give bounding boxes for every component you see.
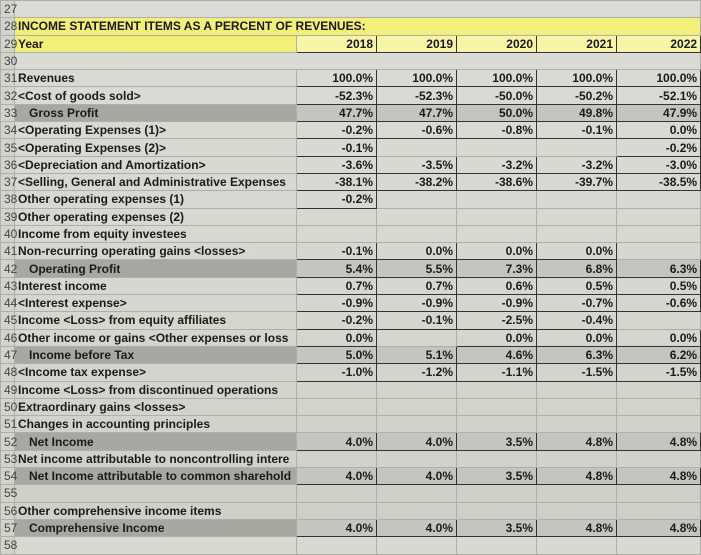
table-row <box>1 381 701 398</box>
value-cell-2018[interactable] <box>297 502 377 519</box>
table-row <box>1 87 701 104</box>
row-number[interactable]: 48 <box>1 364 15 381</box>
value-cell-2020[interactable]: 50.0% <box>457 104 537 121</box>
value-cell-2022[interactable]: -3.0% <box>617 156 701 173</box>
row-label-cell[interactable]: Net income attributable to noncontrolling intere <box>15 450 297 467</box>
value-cell-2020[interactable] <box>457 191 537 208</box>
row-label-cell[interactable]: Net Income <box>15 433 297 450</box>
row-30 <box>1 52 701 69</box>
value-cell-2018[interactable]: -0.2% <box>297 191 377 208</box>
row-number[interactable]: 32 <box>1 87 15 104</box>
value-cell-2020[interactable]: 0.6% <box>457 277 537 294</box>
value-cell-2019[interactable]: 47.7% <box>377 104 457 121</box>
row-label-cell[interactable]: Revenues <box>15 70 297 87</box>
value-cell-2022[interactable]: 100.0% <box>617 70 701 87</box>
value-cell-2020[interactable]: -50.0% <box>457 87 537 104</box>
value-cell-2020[interactable] <box>457 225 537 242</box>
year-label-cell[interactable]: Year <box>15 35 297 52</box>
value-cell-2021[interactable]: -50.2% <box>537 87 617 104</box>
value-cell-2021[interactable]: 4.8% <box>537 433 617 450</box>
value-cell-2019[interactable] <box>377 329 457 346</box>
value-cell-2018[interactable] <box>297 398 377 415</box>
year-2018-cell[interactable]: 2018 <box>297 35 377 52</box>
value-cell-2022[interactable]: 4.8% <box>617 433 701 450</box>
sheet-title[interactable]: INCOME STATEMENT ITEMS AS A PERCENT OF REVENUES: <box>15 18 701 35</box>
value-cell-2020[interactable] <box>457 139 537 156</box>
row-label-cell[interactable]: Net Income attributable to common sharehold <box>15 468 297 485</box>
table-row <box>1 364 701 381</box>
row-label-cell[interactable]: <Operating Expenses (1)> <box>15 122 297 139</box>
row-number[interactable]: 31 <box>1 70 15 87</box>
value-cell-2021[interactable]: 0.5% <box>537 277 617 294</box>
table-row <box>1 295 701 312</box>
value-cell-2020[interactable] <box>457 398 537 415</box>
value-cell-2022[interactable] <box>617 485 701 502</box>
value-cell-2019[interactable]: -0.1% <box>377 312 457 329</box>
row-number[interactable]: 37 <box>1 173 15 190</box>
row-number[interactable]: 36 <box>1 156 15 173</box>
year-2019-cell[interactable]: 2019 <box>377 35 457 52</box>
row-label-cell[interactable]: Income before Tax <box>15 346 297 363</box>
value-cell-2019[interactable] <box>377 225 457 242</box>
table-row <box>1 122 701 139</box>
table-row <box>1 139 701 156</box>
row-label-cell[interactable]: <Income tax expense> <box>15 364 297 381</box>
year-2020-cell[interactable]: 2020 <box>457 35 537 52</box>
row-number[interactable]: 57 <box>1 519 15 536</box>
row-number[interactable]: 50 <box>1 398 15 415</box>
row-number[interactable]: 35 <box>1 139 15 156</box>
row-label-cell[interactable] <box>15 537 297 554</box>
value-cell-2018[interactable] <box>297 416 377 433</box>
value-cell-2019[interactable] <box>377 381 457 398</box>
value-cell-2019[interactable]: 5.1% <box>377 346 457 363</box>
value-cell-2021[interactable] <box>537 191 617 208</box>
value-cell-2021[interactable] <box>537 398 617 415</box>
value-cell-2018[interactable]: 5.0% <box>297 346 377 363</box>
value-cell-2020[interactable]: -3.2% <box>457 156 537 173</box>
row-label-cell[interactable]: <Interest expense> <box>15 295 297 312</box>
value-cell-2019[interactable]: 100.0% <box>377 70 457 87</box>
value-cell-2020[interactable] <box>457 416 537 433</box>
value-cell-2018[interactable]: 4.0% <box>297 519 377 536</box>
row-label-cell[interactable]: Gross Profit <box>15 104 297 121</box>
value-cell-2022[interactable] <box>617 398 701 415</box>
value-cell-2021[interactable] <box>537 139 617 156</box>
value-cell-2019[interactable]: 5.5% <box>377 260 457 277</box>
value-cell-2018[interactable]: -0.1% <box>297 243 377 260</box>
row-label-cell[interactable]: Other operating expenses (2) <box>15 208 297 225</box>
value-cell-2019[interactable] <box>377 502 457 519</box>
row-number[interactable]: 56 <box>1 502 15 519</box>
value-cell-2018[interactable]: -0.2% <box>297 312 377 329</box>
value-cell-2022[interactable] <box>617 312 701 329</box>
value-cell-2019[interactable]: -0.6% <box>377 122 457 139</box>
value-cell-2020[interactable]: 4.6% <box>457 346 537 363</box>
row-number[interactable]: 52 <box>1 433 15 450</box>
row-number[interactable]: 51 <box>1 416 15 433</box>
row-label-cell[interactable]: Other comprehensive income items <box>15 502 297 519</box>
value-cell-2018[interactable] <box>297 208 377 225</box>
row-number[interactable]: 55 <box>1 485 15 502</box>
row-label-cell[interactable]: Non-recurring operating gains <losses> <box>15 243 297 260</box>
row-label-cell[interactable]: Interest income <box>15 277 297 294</box>
row-number[interactable]: 53 <box>1 450 15 467</box>
value-cell-2022[interactable]: -1.5% <box>617 364 701 381</box>
row-number[interactable]: 54 <box>1 468 15 485</box>
value-cell-2022[interactable] <box>617 208 701 225</box>
value-cell-2021[interactable]: 4.8% <box>537 468 617 485</box>
value-cell-2022[interactable]: 6.2% <box>617 346 701 363</box>
value-cell-2018[interactable]: -0.9% <box>297 295 377 312</box>
title-row <box>1 18 701 35</box>
row-label-cell[interactable]: Comprehensive Income <box>15 519 297 536</box>
value-cell-2020[interactable] <box>457 485 537 502</box>
value-cell-2020[interactable] <box>457 502 537 519</box>
row-label-cell[interactable]: Other operating expenses (1) <box>15 191 297 208</box>
table-row <box>1 398 701 415</box>
value-cell-2021[interactable]: 6.3% <box>537 346 617 363</box>
table-row <box>1 519 701 536</box>
value-cell-2018[interactable]: -0.2% <box>297 122 377 139</box>
table-row <box>1 450 701 467</box>
value-cell-2019[interactable] <box>377 416 457 433</box>
row-label-cell[interactable]: Other income or gains <Other expenses or loss <box>15 329 297 346</box>
value-cell-2020[interactable]: 3.5% <box>457 468 537 485</box>
value-cell-2022[interactable]: -0.6% <box>617 295 701 312</box>
value-cell-2018[interactable]: 4.0% <box>297 468 377 485</box>
value-cell-2018[interactable]: 100.0% <box>297 70 377 87</box>
value-cell-2019[interactable]: -0.9% <box>377 295 457 312</box>
value-cell-2022[interactable]: -52.1% <box>617 87 701 104</box>
value-cell-2020[interactable]: -2.5% <box>457 312 537 329</box>
value-cell-2020[interactable]: -38.6% <box>457 173 537 190</box>
table-row <box>1 329 701 346</box>
value-cell-2020[interactable] <box>457 450 537 467</box>
value-cell-2018[interactable] <box>297 381 377 398</box>
value-cell-2022[interactable] <box>617 450 701 467</box>
value-cell-2018[interactable] <box>297 450 377 467</box>
value-cell-2018[interactable]: -52.3% <box>297 87 377 104</box>
table-row <box>1 277 701 294</box>
table-row <box>1 208 701 225</box>
value-cell-2021[interactable]: -0.1% <box>537 122 617 139</box>
table-row <box>1 156 701 173</box>
value-cell-2022[interactable]: -0.2% <box>617 139 701 156</box>
row-label-cell[interactable]: <Operating Expenses (2)> <box>15 139 297 156</box>
blank-cell[interactable] <box>15 52 701 69</box>
value-cell-2022[interactable]: 0.0% <box>617 329 701 346</box>
row-27 <box>1 1 701 18</box>
value-cell-2022[interactable] <box>617 243 701 260</box>
value-cell-2021[interactable] <box>537 381 617 398</box>
value-cell-2018[interactable]: -0.1% <box>297 139 377 156</box>
value-cell-2022[interactable]: 4.8% <box>617 519 701 536</box>
value-cell-2022[interactable] <box>617 537 701 554</box>
value-cell-2020[interactable]: 100.0% <box>457 70 537 87</box>
table-row <box>1 70 701 87</box>
value-cell-2018[interactable]: -1.0% <box>297 364 377 381</box>
value-cell-2021[interactable] <box>537 225 617 242</box>
row-label-cell[interactable]: <Depreciation and Amortization> <box>15 156 297 173</box>
value-cell-2020[interactable]: 0.0% <box>457 329 537 346</box>
table-row <box>1 416 701 433</box>
table-row <box>1 191 701 208</box>
row-number[interactable]: 30 <box>1 52 15 69</box>
row-label-cell[interactable]: Income <Loss> from equity affiliates <box>15 312 297 329</box>
value-cell-2019[interactable]: 0.7% <box>377 277 457 294</box>
row-number[interactable]: 41 <box>1 243 15 260</box>
row-number[interactable]: 58 <box>1 537 15 554</box>
row-number[interactable]: 29 <box>1 35 15 52</box>
table-row <box>1 502 701 519</box>
value-cell-2019[interactable] <box>377 537 457 554</box>
value-cell-2022[interactable] <box>617 381 701 398</box>
row-number[interactable]: 42 <box>1 260 15 277</box>
row-label-cell[interactable]: Income <Loss> from discontinued operations <box>15 381 297 398</box>
value-cell-2018[interactable]: -38.1% <box>297 173 377 190</box>
table-row <box>1 243 701 260</box>
value-cell-2021[interactable] <box>537 537 617 554</box>
value-cell-2019[interactable] <box>377 139 457 156</box>
value-cell-2020[interactable]: -0.9% <box>457 295 537 312</box>
table-row <box>1 468 701 485</box>
value-cell-2021[interactable] <box>537 416 617 433</box>
value-cell-2018[interactable] <box>297 485 377 502</box>
value-cell-2021[interactable] <box>537 502 617 519</box>
row-number[interactable]: 28 <box>1 18 15 35</box>
year-2022-cell[interactable]: 2022 <box>617 35 701 52</box>
row-number[interactable]: 49 <box>1 381 15 398</box>
value-cell-2020[interactable]: 7.3% <box>457 260 537 277</box>
value-cell-2022[interactable]: 47.9% <box>617 104 701 121</box>
row-number[interactable]: 34 <box>1 122 15 139</box>
blank-cell[interactable] <box>15 1 701 18</box>
value-cell-2022[interactable]: 4.8% <box>617 468 701 485</box>
row-number[interactable]: 27 <box>1 1 15 18</box>
table-row <box>1 346 701 363</box>
table-row <box>1 225 701 242</box>
value-cell-2021[interactable]: 49.8% <box>537 104 617 121</box>
value-cell-2021[interactable] <box>537 485 617 502</box>
value-cell-2018[interactable]: 0.0% <box>297 329 377 346</box>
value-cell-2018[interactable]: 0.7% <box>297 277 377 294</box>
row-label-cell[interactable]: Operating Profit <box>15 260 297 277</box>
value-cell-2019[interactable]: 4.0% <box>377 433 457 450</box>
table-row <box>1 537 701 554</box>
value-cell-2021[interactable]: -39.7% <box>537 173 617 190</box>
value-cell-2021[interactable]: 4.8% <box>537 519 617 536</box>
value-cell-2022[interactable] <box>617 502 701 519</box>
row-number[interactable]: 46 <box>1 329 15 346</box>
row-number[interactable]: 40 <box>1 225 15 242</box>
table-row <box>1 485 701 502</box>
value-cell-2021[interactable] <box>537 450 617 467</box>
value-cell-2020[interactable]: -1.1% <box>457 364 537 381</box>
row-number[interactable]: 45 <box>1 312 15 329</box>
value-cell-2021[interactable]: -0.4% <box>537 312 617 329</box>
table-row <box>1 433 701 450</box>
row-number[interactable]: 44 <box>1 295 15 312</box>
value-cell-2019[interactable] <box>377 208 457 225</box>
table-row <box>1 173 701 190</box>
value-cell-2022[interactable]: -38.5% <box>617 173 701 190</box>
year-header-row <box>1 35 701 52</box>
value-cell-2019[interactable]: 0.0% <box>377 243 457 260</box>
value-cell-2019[interactable] <box>377 450 457 467</box>
value-cell-2020[interactable] <box>457 381 537 398</box>
value-cell-2019[interactable] <box>377 398 457 415</box>
row-label-cell[interactable]: Changes in accounting principles <box>15 416 297 433</box>
row-label-cell[interactable] <box>15 485 297 502</box>
table-row <box>1 104 701 121</box>
value-cell-2021[interactable]: 100.0% <box>537 70 617 87</box>
value-cell-2021[interactable]: -3.2% <box>537 156 617 173</box>
value-cell-2021[interactable]: -0.7% <box>537 295 617 312</box>
row-number[interactable]: 33 <box>1 104 15 121</box>
value-cell-2020[interactable]: 3.5% <box>457 519 537 536</box>
row-number[interactable]: 39 <box>1 208 15 225</box>
value-cell-2021[interactable] <box>537 208 617 225</box>
row-number[interactable]: 38 <box>1 191 15 208</box>
value-cell-2022[interactable] <box>617 191 701 208</box>
value-cell-2019[interactable]: -52.3% <box>377 87 457 104</box>
value-cell-2019[interactable]: -1.2% <box>377 364 457 381</box>
value-cell-2018[interactable]: 4.0% <box>297 433 377 450</box>
value-cell-2019[interactable] <box>377 485 457 502</box>
value-cell-2020[interactable]: -0.8% <box>457 122 537 139</box>
row-number[interactable]: 47 <box>1 346 15 363</box>
value-cell-2019[interactable]: -3.5% <box>377 156 457 173</box>
value-cell-2021[interactable]: 0.0% <box>537 329 617 346</box>
year-2021-cell[interactable]: 2021 <box>537 35 617 52</box>
table-row <box>1 312 701 329</box>
row-label-cell[interactable]: <Selling, General and Administrative Expenses <box>15 173 297 190</box>
value-cell-2021[interactable]: -1.5% <box>537 364 617 381</box>
value-cell-2022[interactable]: 0.0% <box>617 122 701 139</box>
value-cell-2019[interactable]: 4.0% <box>377 468 457 485</box>
value-cell-2018[interactable] <box>297 225 377 242</box>
value-cell-2021[interactable]: 6.8% <box>537 260 617 277</box>
table-row <box>1 260 701 277</box>
row-label-cell[interactable]: Extraordinary gains <losses> <box>15 398 297 415</box>
row-label-cell[interactable]: <Cost of goods sold> <box>15 87 297 104</box>
value-cell-2019[interactable]: 4.0% <box>377 519 457 536</box>
value-cell-2022[interactable]: 6.3% <box>617 260 701 277</box>
row-label-cell[interactable]: Income from equity investees <box>15 225 297 242</box>
value-cell-2018[interactable]: 5.4% <box>297 260 377 277</box>
value-cell-2021[interactable]: 0.0% <box>537 243 617 260</box>
value-cell-2020[interactable] <box>457 537 537 554</box>
value-cell-2022[interactable] <box>617 225 701 242</box>
value-cell-2022[interactable]: 0.5% <box>617 277 701 294</box>
value-cell-2019[interactable]: -38.2% <box>377 173 457 190</box>
value-cell-2022[interactable] <box>617 416 701 433</box>
value-cell-2020[interactable] <box>457 208 537 225</box>
value-cell-2018[interactable]: 47.7% <box>297 104 377 121</box>
value-cell-2018[interactable]: -3.6% <box>297 156 377 173</box>
value-cell-2018[interactable] <box>297 537 377 554</box>
value-cell-2020[interactable]: 3.5% <box>457 433 537 450</box>
value-cell-2019[interactable] <box>377 191 457 208</box>
value-cell-2020[interactable]: 0.0% <box>457 243 537 260</box>
row-number[interactable]: 43 <box>1 277 15 294</box>
